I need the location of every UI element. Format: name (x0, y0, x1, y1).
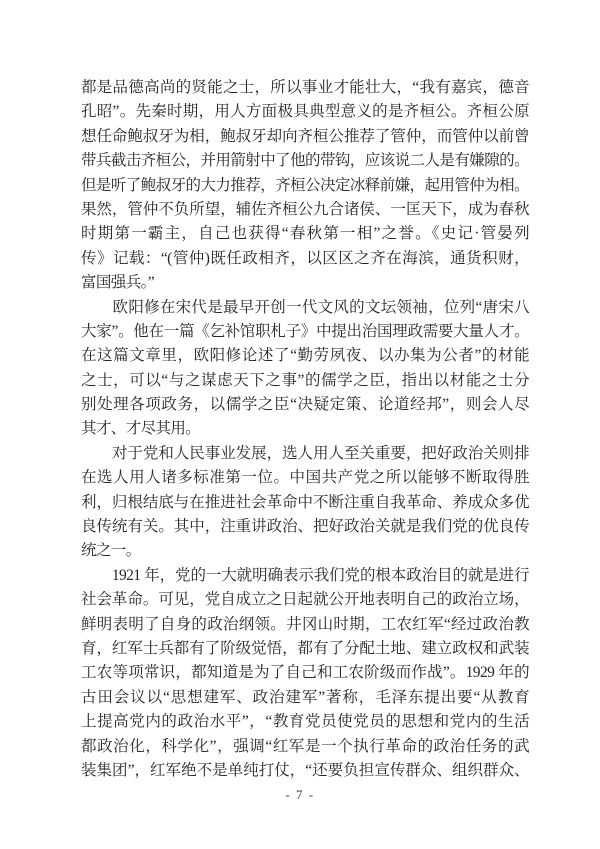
text-line: 其才、才尽其用。 (81, 420, 201, 438)
text-line: 都是品德高尚的贤能之士，所以事业才能壮大，“我有嘉宾，德音 (81, 79, 529, 96)
text-line: 上提高党内的政治水平”，“教育党员使党员的思想和党内的生活 (81, 713, 529, 731)
text-line: 良传统有关。其中，注重讲政治、把好政治关就是我们党的优良传 (81, 518, 529, 536)
text-line: 时期第一霸主，自己也获得“春秋第一相”之誉。《史记·管晏列 (81, 225, 529, 243)
text-line: 1921 年，党的一大就明确表示我们党的根本政治目的就是进行 (81, 566, 529, 584)
text-line: 但是听了鲍叔牙的大力推荐，齐桓公决定冰释前嫌，起用管仲为相。 (81, 176, 529, 194)
text-line: 富国强兵。” (81, 274, 155, 292)
text-line: 都政治化，科学化”，强调“红军是一个执行革命的政治任务的武 (81, 737, 529, 755)
text-line: 社会革命。可见，党自成立之日起就公开地表明自己的政治立场， (81, 591, 529, 609)
text-line: 果然，管仲不负所望，辅佐齐桓公九合诸侯、一匡天下，成为春秋 (81, 200, 529, 218)
text-line: 工农等项常识，都知道是为了自己和工农阶级而作战”。1929 年的 (81, 664, 529, 682)
page-number: - 7 - (285, 787, 315, 802)
paragraph (81, 442, 529, 564)
text-line: 育，红军士兵都有了阶级觉悟，都有了分配土地、建立政权和武装 (81, 639, 529, 657)
text-line: 装集团”，红军绝不是单纯打仗，“还要负担宣传群众、组织群众、 (81, 761, 529, 779)
paragraph (81, 296, 529, 442)
text-line: 传》记载：“(管仲)既任政相齐，以区区之齐在海滨，通货积财， (81, 249, 529, 267)
text-line: 大家”。他在一篇《乞补馆职札子》中提出治国理政需要大量人才。 (81, 322, 529, 340)
text-line: 对于党和人民事业发展，选人用人至关重要，把好政治关则排 (81, 444, 529, 462)
text-line: 鲜明表明了自身的政治纲领。井冈山时期，工农红军“经过政治教 (81, 615, 529, 633)
text-line: 别处理各项政务，以儒学之臣“决疑定策、论道经邦”，则会人尽 (81, 396, 529, 414)
text-line: 在选人用人诸多标准第一位。中国共产党之所以能够不断取得胜 (81, 469, 529, 487)
text-line: 统之一。 (81, 542, 141, 560)
text-line: 欧阳修在宋代是最早开创一代文风的文坛领袖，位列“唐宋八 (81, 298, 529, 316)
text-line: 想任命鲍叔牙为相，鲍叔牙却向齐桓公推荐了管仲，而管仲以前曾 (81, 127, 529, 145)
text-line: 在这篇文章里，欧阳修论述了“勤劳夙夜、以办集为公者”的材能 (81, 347, 529, 365)
paragraph (81, 76, 529, 296)
text-line: 之士，可以“与之谋虑天下之事”的儒学之臣，指出以材能之士分 (81, 371, 529, 389)
text-line: 利，归根结底与在推进社会革命中不断注重自我革命、养成众多优 (81, 493, 529, 511)
text-line: 孔昭”。先秦时期，用人方面极具典型意义的是齐桓公。齐桓公原 (81, 103, 529, 121)
page-body (81, 76, 529, 783)
text-line: 古田会议以“思想建军、政治建军”著称，毛泽东提出要“从教育 (81, 688, 529, 706)
paragraph (81, 564, 529, 784)
text-line: 带兵截击齐桓公，并用箭射中了他的带钩，应该说二人是有嫌隙的。 (81, 152, 529, 170)
